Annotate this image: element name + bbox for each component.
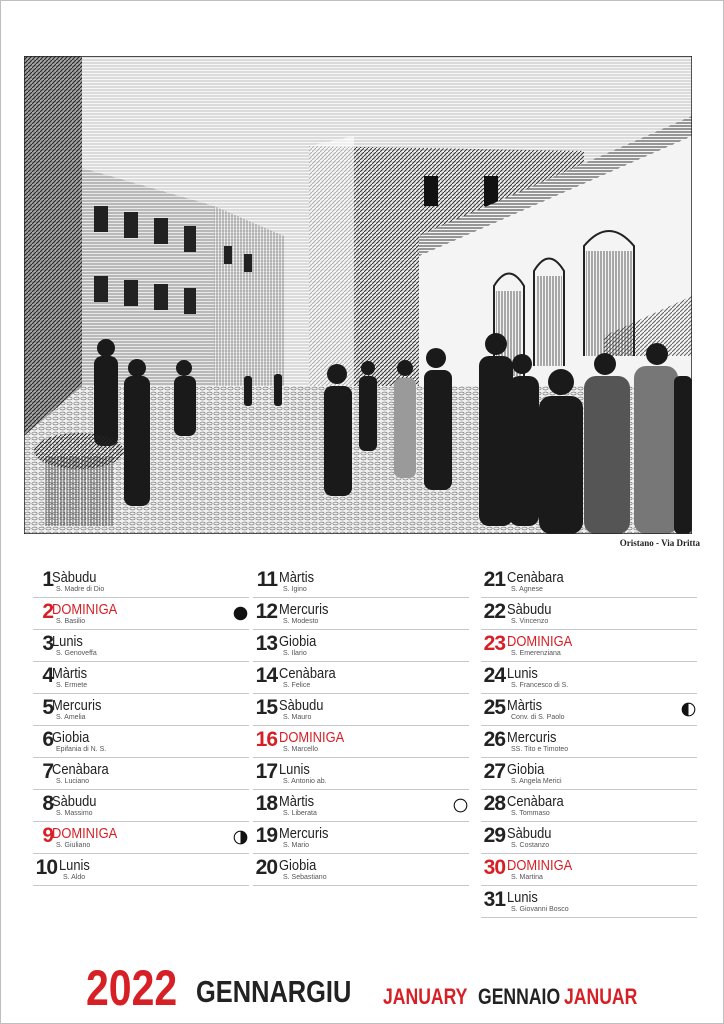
day-row [33,790,249,822]
saint-name: S. Tommaso [511,810,550,817]
day-name: DOMINIGA [279,729,345,746]
day-row [481,694,697,726]
day-number: 17 [255,760,277,783]
day-name: Giobia [52,729,90,746]
days-column-2 [253,566,469,886]
image-caption: Oristano - Via Dritta [619,538,700,548]
day-name: Giobia [507,761,545,778]
saint-name: SS. Tito e Timoteo [511,746,569,753]
day-number: 10 [35,856,57,879]
title-month-german: JANUAR [564,984,638,1009]
day-number: 3 [42,632,53,655]
day-number: 5 [42,696,53,719]
day-row [253,694,469,726]
day-row [33,822,249,854]
day-name: Sàbudu [279,697,324,714]
day-row [33,598,249,630]
full-moon-icon [453,798,468,813]
saint-name: S. Angela Merici [511,778,562,785]
saint-name: S. Mauro [283,714,312,721]
day-row [481,630,697,662]
day-number: 24 [483,664,505,687]
day-row [481,886,697,918]
day-number: 16 [255,728,277,751]
day-name: Lunis [279,761,310,778]
days-column-3 [481,566,697,918]
saint-name: S. Igino [283,586,307,593]
day-name: Cenàbara [279,665,336,682]
saint-name: S. Basilio [56,618,86,625]
day-number: 15 [255,696,277,719]
day-row [253,726,469,758]
day-row [33,758,249,790]
day-row [33,566,249,598]
day-row [481,566,697,598]
day-name: Giobia [279,633,317,650]
day-row [481,854,697,886]
day-row [253,598,469,630]
day-name: DOMINIGA [52,601,118,618]
last-quarter-moon-icon [681,702,696,717]
saint-name: S. Mario [283,842,310,849]
day-number: 19 [255,824,277,847]
saint-name: S. Luciano [56,778,90,785]
day-row [253,630,469,662]
day-row [481,790,697,822]
street-engraving-image [24,56,692,534]
day-row [253,822,469,854]
day-number: 18 [255,792,277,815]
day-row [33,854,249,886]
day-number: 9 [42,824,53,847]
day-name: Giobia [279,857,317,874]
saint-name: S. Vincenzo [511,618,549,625]
day-name: Màrtis [279,793,315,810]
day-row [481,758,697,790]
day-name: Màrtis [507,697,543,714]
day-name: Cenàbara [507,793,564,810]
saint-name: S. Emerenziana [511,650,561,657]
day-row [33,694,249,726]
day-row [253,854,469,886]
saint-name: S. Francesco di S. [511,682,569,689]
day-number: 28 [483,792,505,815]
day-number: 27 [483,760,505,783]
saint-name: S. Martina [511,874,543,881]
day-number: 25 [483,696,505,719]
day-number: 8 [42,792,53,815]
day-number: 11 [256,568,277,591]
day-number: 13 [255,632,277,655]
saint-name: S. Antonio ab. [283,778,327,785]
day-number: 12 [255,600,277,623]
day-number: 14 [255,664,277,687]
title-month-sardinian: GENNARGIU [196,974,352,1009]
day-name: Lunis [59,857,90,874]
day-number: 26 [483,728,505,751]
day-row [33,726,249,758]
saint-name: S. Felice [283,682,311,689]
saint-name: S. Giovanni Bosco [511,906,569,913]
day-row [253,662,469,694]
day-name: Mercuris [279,825,329,842]
saint-name: S. Ermete [56,682,88,689]
first-quarter-moon-icon [233,830,248,845]
day-row [481,726,697,758]
day-name: Lunis [507,889,538,906]
saint-name: S. Modesto [283,618,319,625]
day-name: Mercuris [279,601,329,618]
day-row [33,662,249,694]
day-row [253,566,469,598]
day-name: Sàbudu [507,825,552,842]
day-number: 20 [255,856,277,879]
day-name: DOMINIGA [507,633,573,650]
saint-name: S. Marcello [283,746,319,753]
day-name: Cenàbara [507,569,564,586]
day-row [481,662,697,694]
saint-name: S. Madre di Dio [56,586,105,593]
saint-name: S. Liberata [283,810,317,817]
saint-name: S. Massimo [56,810,93,817]
saint-name: S. Agnese [511,586,543,593]
saint-name: Conv. di S. Paolo [511,714,565,721]
days-column-1 [33,566,249,886]
day-number: 21 [483,568,505,591]
day-name: DOMINIGA [52,825,118,842]
saint-name: S. Aldo [63,874,86,881]
day-number: 6 [42,728,53,751]
saint-name: S. Costanzo [511,842,550,849]
day-name: Mercuris [52,697,102,714]
saint-name: Epifania di N. S. [56,746,107,753]
day-name: Màrtis [279,569,315,586]
day-name: Màrtis [52,665,88,682]
saint-name: S. Sebastiano [283,874,327,881]
saint-name: S. Giuliano [56,842,91,849]
day-row [481,598,697,630]
day-number: 31 [483,888,505,911]
day-row [33,630,249,662]
saint-name: S. Amelia [56,714,86,721]
day-number: 22 [483,600,505,623]
day-row [253,758,469,790]
day-number: 29 [483,824,505,847]
day-name: Sàbudu [52,569,97,586]
saint-name: S. Genoveffa [56,650,97,657]
day-number: 2 [42,600,53,623]
day-name: Sàbudu [52,793,97,810]
day-number: 7 [42,760,53,783]
title-year: 2022 [86,960,178,1016]
day-name: Cenàbara [52,761,109,778]
day-name: Lunis [507,665,538,682]
title-month-italian: GENNAIO [478,984,561,1009]
day-row [253,790,469,822]
day-number: 30 [483,856,505,879]
day-row [481,822,697,854]
saint-name: S. Ilario [283,650,307,657]
new-moon-icon [233,606,248,621]
day-name: Sàbudu [507,601,552,618]
day-name: Lunis [52,633,83,650]
day-name: DOMINIGA [507,857,573,874]
day-name: Mercuris [507,729,557,746]
day-number: 23 [483,632,505,655]
day-number: 4 [42,664,53,687]
day-number: 1 [42,568,53,591]
title-month-english: JANUARY [383,984,468,1009]
